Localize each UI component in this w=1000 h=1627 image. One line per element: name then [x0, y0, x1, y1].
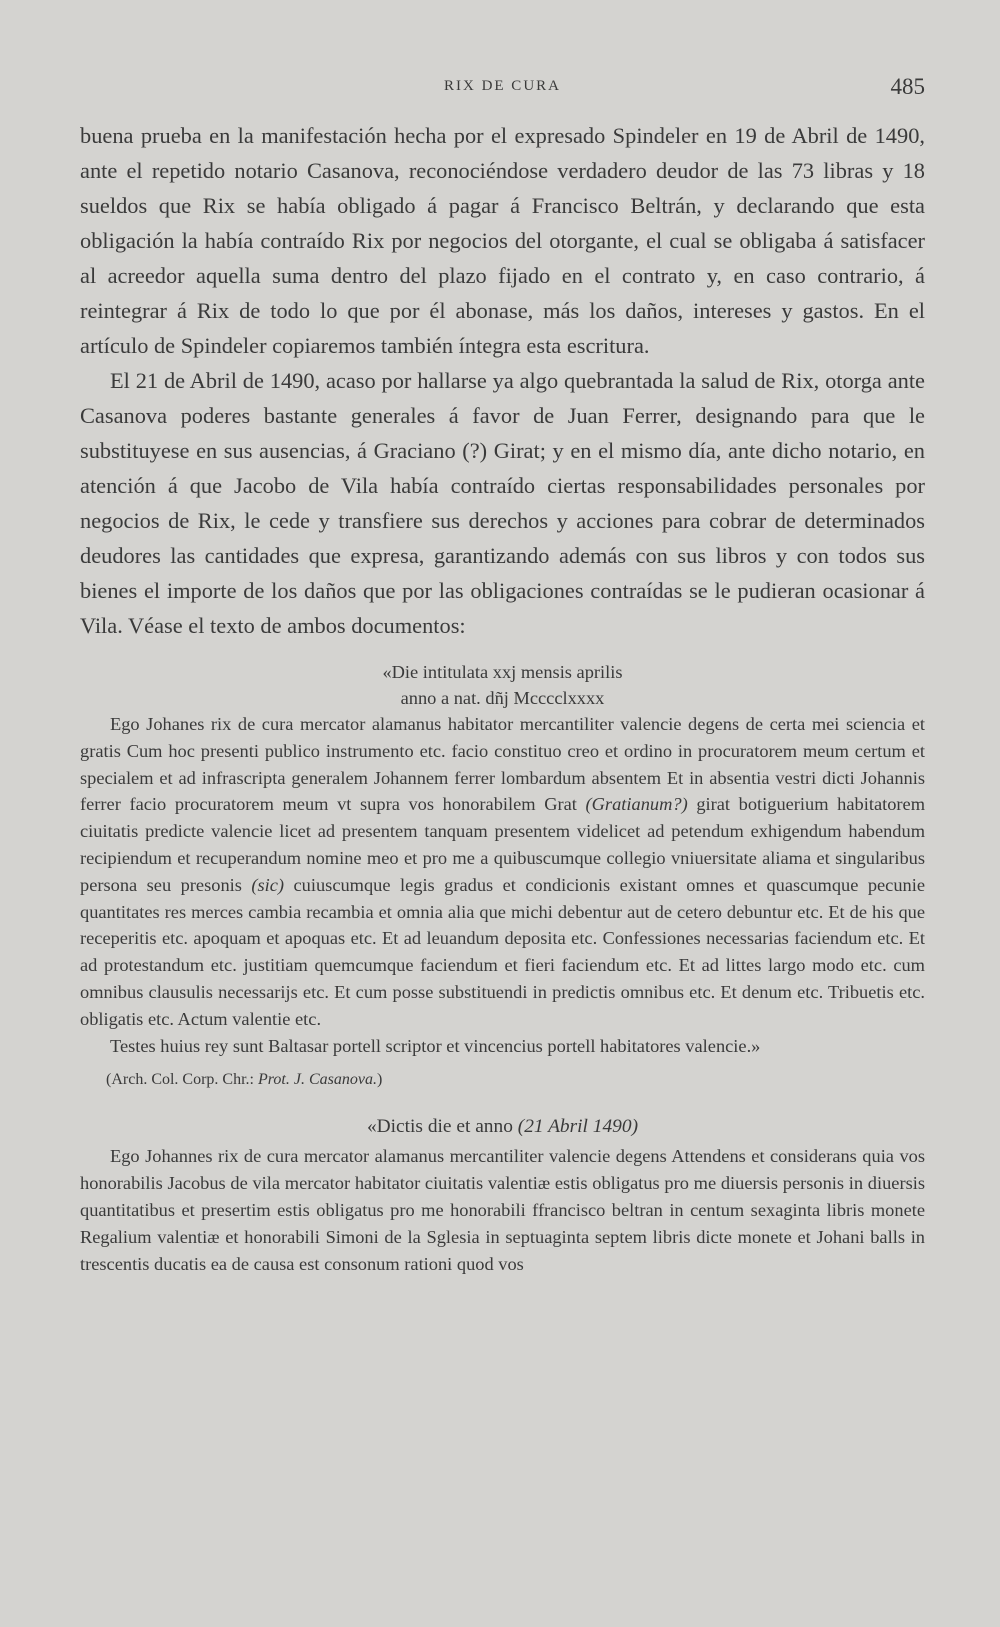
document-1-body	[80, 711, 925, 1033]
document-1-text-c: cuiuscumque legis gradus et condicionis existant omnes et quascumque pecunie quantitates res merces cambia recambia et omnia alia que michi debentur aut de cetero debuntur etc. Et de his que receperitis etc. apoquam et apoquas etc. Et ad leuandum deposita etc. Confessiones necessarias faciendum etc. Et ad protestandum etc. justitiam quemcumque faciendum et fieri faciendum etc. Et ad littes largo modo etc. cum omnibus clausulis necessarijs etc. Et cum posse substituendi in predictis omnibus etc. Et denum etc. Tribuetis etc. obligatis etc. Actum valentie etc.	[80, 874, 926, 1029]
page-number: 485	[890, 74, 925, 99]
citation-suffix: )	[376, 1071, 383, 1089]
page-header	[80, 74, 925, 104]
document-1-heading-line-1: «Die intitulata xxj mensis aprilis	[382, 662, 623, 682]
document-2-heading-text: «Dictis die et anno	[366, 1116, 518, 1138]
document-2-heading	[80, 1113, 925, 1141]
document-2-heading-date: (21 Abril 1490)	[517, 1116, 639, 1138]
paragraph-1: buena prueba en la manifestación hecha por el expresado Spindeler en 19 de Abril de 1490, ante el repetido notario Casanova, reconociéndose verdadero deudor de las 73 libras y 18 sueldos que Rix se había obligado á pagar á Francisco Beltrán, y declarando que esta obligación la había contraído Rix por negocios del otorgante, el cual se obligaba á satisfacer al acreedor aquella suma dentro del plazo fijado en el contrato y, en caso contrario, á reintegrar á Rix de todo lo que por él abonase, más los daños, intereses y gastos. En el artículo de Spindeler copiaremos también íntegra esta escritura.	[80, 123, 925, 358]
paragraph-2: El 21 de Abril de 1490, acaso por hallarse ya algo quebrantada la salud de Rix, otorga ante Casanova poderes bastante generales á favor de Juan Ferrer, designando para que le substituyese en sus ausencias, á Graciano (?) Girat; y en el mismo día, ante dicho notario, en atención á que Jacobo de Vila había contraído ciertas responsabilidades personales por negocios de Rix, le cede y transfiere sus derechos y acciones para cobrar de determinados deudores las cantidades que expresa, garantizando además con sus libros y con todos sus bienes el importe de los daños que por las obligaciones contraídas se le pudieran ocasionar á Vila. Véase el texto de ambos documentos:	[80, 368, 925, 638]
page-body	[80, 118, 925, 1277]
document-1-heading-line-2: anno a nat. dñj Mcccclxxxx	[400, 688, 605, 708]
document-2-body: Ego Johannes rix de cura mercator alamanus mercantiliter valencie degens Attendens et considerans quia vos honorabilis Jacobus de vila mercator habitator ciuitatis valentiæ estis obligatus pro me diuersis personis in diuersis quantitatibus et presertim estis obligatus pro me honorabili ffrancisco beltran in centum sexaginta libris monete Regalium valentiæ et honorabili Simoni de la Sglesia in septuaginta septem libris dicte monete et Johani balls in trescentis ducatis ea de causa est consonum rationi quod vos	[80, 1146, 925, 1274]
citation-italic: Prot. J. Casanova.	[258, 1071, 377, 1089]
document-1-italic-sic: (sic)	[251, 874, 285, 895]
citation-prefix: (Arch. Col. Corp. Chr.:	[106, 1071, 258, 1089]
document-1-text-b: girat botiguerium habitatorem ciuitatis predicte valencie licet ad presentem tanquam presentem videlicet ad petendum exhigendum habendum recipiendum et recuperandum nomine meo et pro me a quibuscumque collegio vniuersitate aliama et singularibus persona seu presonis	[80, 794, 925, 895]
document-1-heading	[80, 659, 925, 711]
archive-citation	[80, 1067, 925, 1093]
document-1-witnesses: Testes huius rey sunt Baltasar portell scriptor et vincencius portell habitatores valencie.»	[110, 1035, 761, 1056]
running-head: RIX DE CURA	[443, 78, 561, 94]
document-1-italic-gratianum: (Gratianum?)	[585, 794, 688, 815]
document-1-text-a: Ego Johanes rix de cura mercator alamanus habitator mercantiliter valencie degens de certa mei sciencia et gratis Cum hoc presenti publico instrumento etc. facio constituo creo et ordino in procuratorem meum certum et specialem et ad infrascripta generalem Johannem ferrer lombardum absentem Et in absentia vestri dicti Johannis ferrer facio procuratorem meum vt supra vos honorabilem Grat	[80, 714, 925, 815]
